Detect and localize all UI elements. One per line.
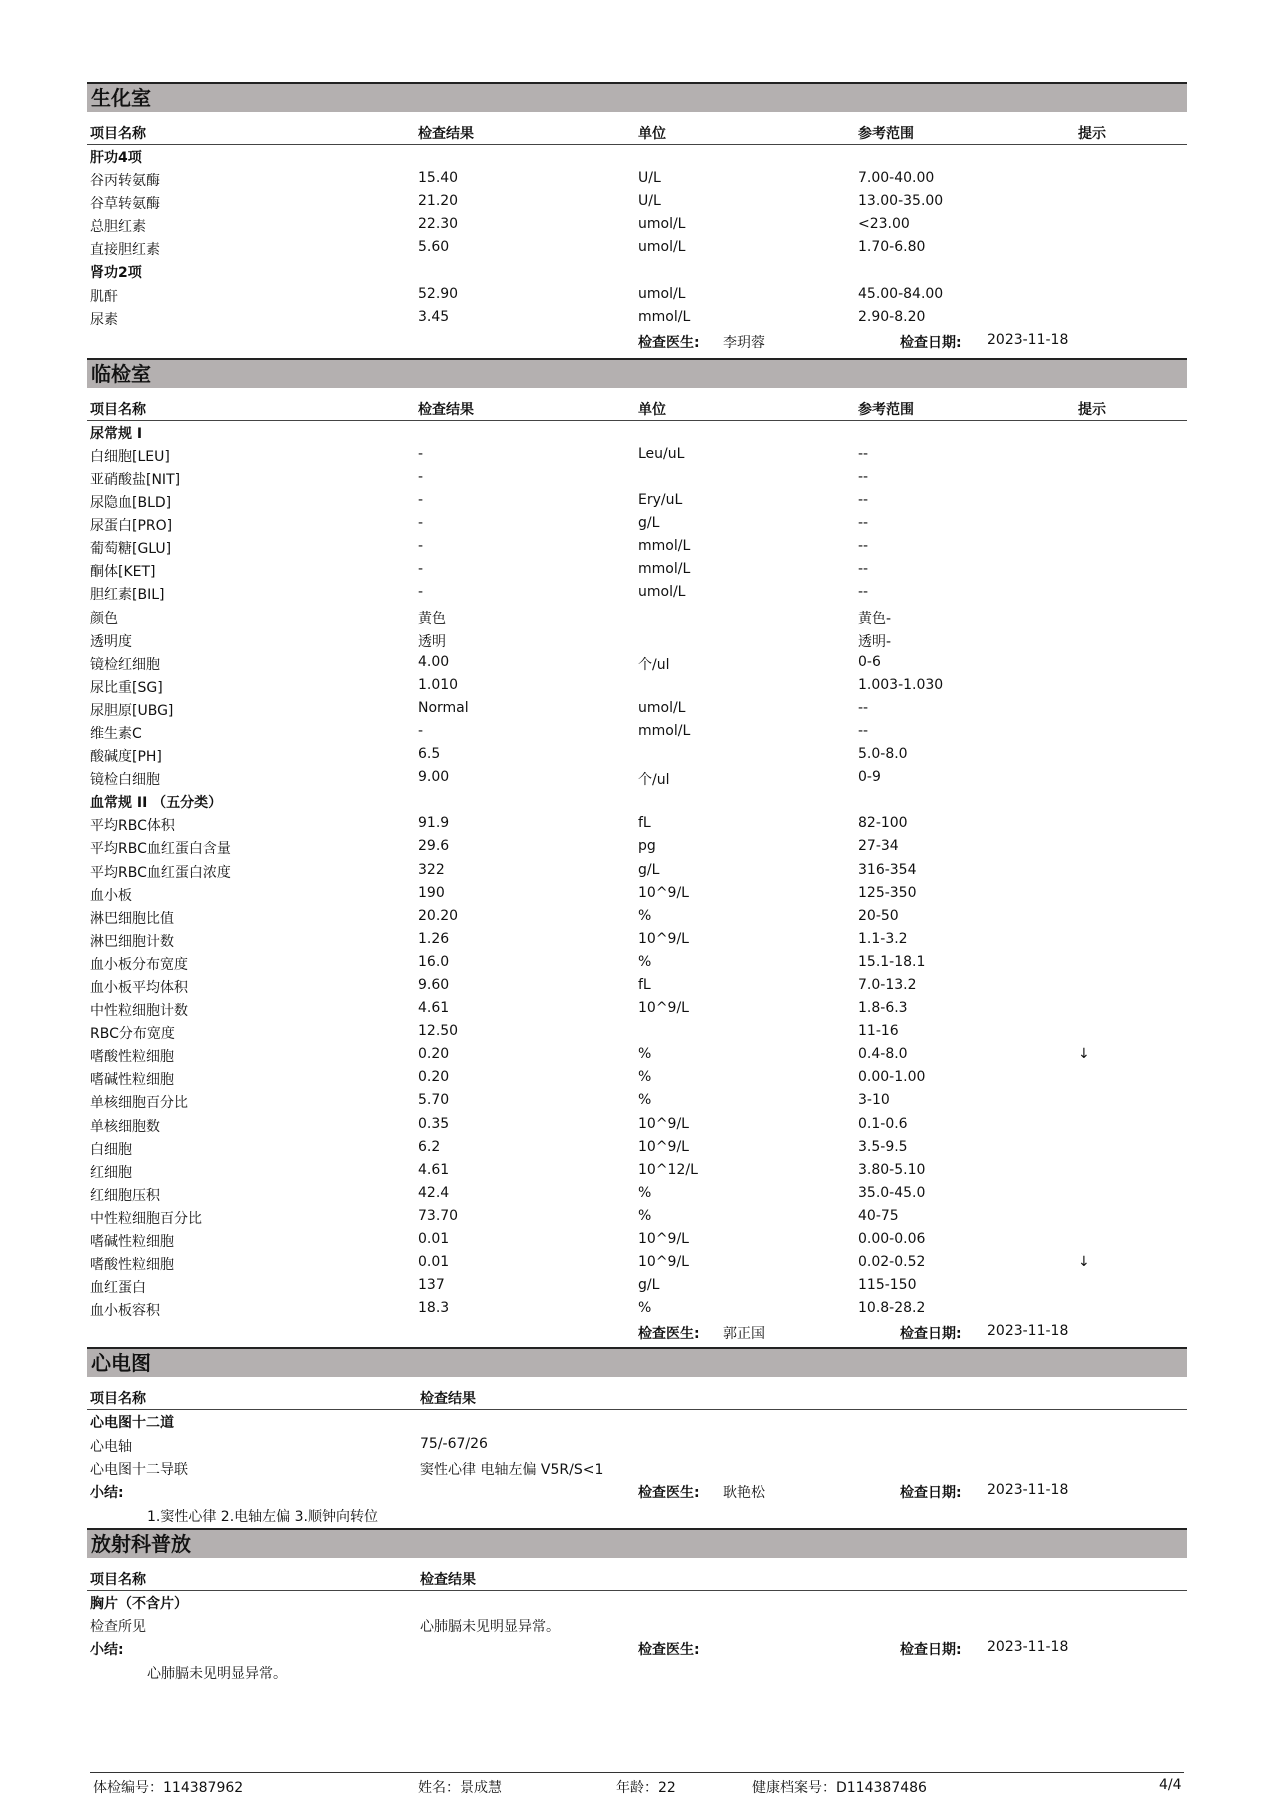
table-row: [87, 675, 1187, 698]
table-row: [87, 929, 1187, 952]
doctor-label: 检查医生:: [638, 334, 700, 351]
item-reference: --: [858, 515, 869, 532]
table-row: [87, 1183, 1187, 1206]
page-footer: [90, 1772, 1184, 1797]
item-reference: 0-6: [858, 653, 881, 670]
table-header: [87, 118, 1187, 145]
table-row: [87, 975, 1187, 998]
header-unit: 单位: [638, 126, 666, 142]
table-header: [87, 1383, 1187, 1410]
item-unit: umol/L: [638, 285, 686, 302]
item-result: 22.30: [418, 216, 459, 233]
item-result: -: [418, 722, 424, 739]
sign-row: [87, 1321, 1187, 1345]
item-name: 酸碱度[PH]: [90, 749, 162, 766]
group-name: 肝功4项: [90, 150, 142, 166]
section-biochem: [87, 82, 1187, 354]
table-row: [87, 836, 1187, 859]
item-result: 190: [418, 884, 445, 901]
item-result: 91.9: [418, 815, 450, 832]
table-row: [87, 629, 1187, 652]
table-row: [87, 559, 1187, 582]
item-reference: 35.0-45.0: [858, 1184, 926, 1201]
item-name: 血小板: [90, 887, 132, 904]
page-number: 4/4: [1159, 1777, 1182, 1793]
table-row: [87, 444, 1187, 467]
section-ecg: [87, 1347, 1187, 1527]
table-header: [87, 1564, 1187, 1591]
section-title: 生化室: [87, 82, 1187, 112]
table-row: [87, 998, 1187, 1021]
patient-name: 姓名：景成慧: [418, 1780, 502, 1796]
item-reference: --: [858, 584, 869, 601]
table-row: [87, 1457, 1187, 1480]
item-result: -: [418, 445, 424, 462]
item-result: 0.01: [418, 1254, 450, 1271]
table-row: [87, 1137, 1187, 1160]
table-row: [87, 1067, 1187, 1090]
item-reference: 7.00-40.00: [858, 170, 935, 187]
sign-row: [87, 1637, 1187, 1661]
item-unit: 10^9/L: [638, 1138, 689, 1155]
header-reference: 参考范围: [858, 126, 914, 142]
table-body: [87, 421, 1187, 1322]
table-row: [87, 906, 1187, 929]
header-hint: 提示: [1078, 126, 1106, 142]
item-unit: %: [638, 1092, 652, 1109]
item-reference: 7.0-13.2: [858, 977, 917, 993]
item-unit: fL: [638, 815, 651, 832]
exam-date: 2023-11-18: [987, 331, 1069, 348]
item-unit: %: [638, 1184, 652, 1201]
item-name: 心电轴: [90, 1438, 132, 1455]
item-name: 嗜碱性粒细胞: [90, 1072, 174, 1089]
item-unit: 10^9/L: [638, 1115, 689, 1132]
item-name: 谷草转氨酶: [90, 196, 160, 213]
item-unit: mmol/L: [638, 538, 691, 555]
item-unit: Leu/uL: [638, 445, 685, 462]
table-row: [87, 860, 1187, 883]
item-name: 透明度: [90, 633, 132, 650]
item-result: -: [418, 468, 424, 485]
summary-label: 小结:: [90, 1641, 124, 1658]
item-result: -: [418, 492, 424, 509]
item-result: 4.61: [418, 1000, 450, 1017]
item-reference: 0.1-0.6: [858, 1115, 908, 1132]
item-unit: %: [638, 1046, 652, 1063]
item-name: 血小板容积: [90, 1303, 160, 1320]
item-name: 中性粒细胞计数: [90, 1003, 188, 1020]
table-row: [87, 744, 1187, 767]
item-reference: 0-9: [858, 769, 881, 786]
item-unit: U/L: [638, 193, 661, 210]
item-reference: --: [858, 699, 869, 716]
section-xray: [87, 1528, 1187, 1685]
table-header: [87, 394, 1187, 421]
header-hint: 提示: [1078, 401, 1106, 418]
item-result: 0.35: [418, 1115, 450, 1132]
table-row: [87, 1229, 1187, 1252]
item-name: 平均RBC血红蛋白含量: [90, 841, 231, 858]
table-row: [87, 513, 1187, 536]
item-result: 0.01: [418, 1231, 450, 1248]
sign-row: [87, 1480, 1187, 1504]
item-unit: pg: [638, 838, 656, 855]
summary-row: [87, 1504, 1187, 1528]
item-result: -: [418, 561, 424, 578]
item-result: 12.50: [418, 1023, 459, 1040]
item-result: 52.90: [418, 285, 459, 302]
item-result: 20.20: [418, 907, 459, 924]
item-result: 透明: [418, 633, 446, 650]
item-result: 9.60: [418, 977, 450, 993]
exam-number: 体检编号：114387962: [93, 1780, 244, 1796]
doctor-name: 耿艳松: [723, 1484, 765, 1501]
item-unit: 10^12/L: [638, 1161, 698, 1178]
table-row: [87, 883, 1187, 906]
table-row: [87, 606, 1187, 629]
item-name: 单核细胞数: [90, 1118, 160, 1135]
group-row: [87, 260, 1187, 283]
table-row: [87, 467, 1187, 490]
item-name: 尿比重[SG]: [90, 679, 163, 696]
item-reference: --: [858, 722, 869, 739]
doctor-label: 检查医生:: [638, 1326, 700, 1343]
item-name: 胆红素[BIL]: [90, 587, 165, 604]
item-reference: 3.80-5.10: [858, 1161, 926, 1178]
item-name: 维生素C: [90, 725, 142, 742]
item-reference: 13.00-35.00: [858, 193, 944, 210]
item-hint: ↓: [1078, 1046, 1090, 1063]
group-name: 尿常规 I: [90, 425, 143, 442]
item-result: Normal: [418, 699, 469, 716]
table-row: [87, 284, 1187, 307]
header-unit: 单位: [638, 401, 666, 418]
header-item: 项目名称: [90, 126, 146, 142]
item-reference: --: [858, 468, 869, 485]
header-item: 项目名称: [90, 1571, 146, 1588]
item-result: 42.4: [418, 1184, 450, 1201]
doctor-label: 检查医生:: [638, 1484, 700, 1501]
item-result: 5.70: [418, 1092, 450, 1109]
item-result: -: [418, 515, 424, 532]
item-result: 15.40: [418, 170, 459, 187]
header-item: 项目名称: [90, 401, 146, 418]
item-reference: --: [858, 538, 869, 555]
item-result: 6.5: [418, 746, 441, 763]
item-reference: 115-150: [858, 1277, 917, 1294]
item-unit: mmol/L: [638, 308, 691, 325]
item-unit: U/L: [638, 170, 661, 187]
item-reference: --: [858, 445, 869, 462]
item-name: 平均RBC体积: [90, 818, 175, 835]
item-result: 16.0: [418, 953, 450, 970]
group-row: [87, 421, 1187, 444]
item-name: 淋巴细胞比值: [90, 910, 174, 927]
table-row: [87, 952, 1187, 975]
item-unit: %: [638, 1069, 652, 1086]
item-reference: 1.003-1.030: [858, 676, 944, 693]
item-reference: 1.8-6.3: [858, 1000, 908, 1017]
item-name: 血小板分布宽度: [90, 956, 188, 973]
item-name: 血红蛋白: [90, 1280, 146, 1297]
table-row: [87, 1114, 1187, 1137]
item-result: 29.6: [418, 838, 450, 855]
item-reference: 透明-: [858, 633, 892, 650]
item-unit: 个/ul: [638, 656, 670, 673]
section-lab: [87, 358, 1187, 1346]
header-reference: 参考范围: [858, 401, 914, 418]
item-name: 尿胆原[UBG]: [90, 702, 174, 719]
group-row: [87, 1410, 1187, 1433]
item-name: 红细胞压积: [90, 1187, 160, 1204]
item-name: 镜检红细胞: [90, 656, 160, 673]
item-reference: 0.00-0.06: [858, 1231, 926, 1248]
summary-text: 心肺膈未见明显异常。: [147, 1665, 287, 1682]
table-row: [87, 698, 1187, 721]
table-row: [87, 1298, 1187, 1321]
item-name: 平均RBC血红蛋白浓度: [90, 864, 231, 881]
item-result: 4.61: [418, 1161, 450, 1178]
item-result: 18.3: [418, 1300, 450, 1317]
section-title: 放射科普放: [87, 1528, 1187, 1558]
sign-row: [87, 330, 1187, 354]
table-row: [87, 214, 1187, 237]
table-row: [87, 1206, 1187, 1229]
header-result: 检查结果: [418, 401, 474, 418]
table-row: [87, 813, 1187, 836]
summary-label: 小结:: [90, 1484, 124, 1501]
group-row: [87, 790, 1187, 813]
item-reference: 0.02-0.52: [858, 1254, 926, 1271]
group-name: 心电图十二道: [90, 1415, 174, 1432]
item-name: 镜检白细胞: [90, 772, 160, 789]
item-name: 淋巴细胞计数: [90, 933, 174, 950]
date-label: 检查日期:: [900, 1326, 962, 1343]
report-page: [87, 82, 1187, 1685]
patient-age: 年龄：22: [616, 1780, 676, 1796]
table-row: [87, 1021, 1187, 1044]
doctor-name: 郭正国: [723, 1326, 765, 1343]
item-result: 9.00: [418, 769, 450, 786]
summary-row: [87, 1661, 1187, 1685]
date-label: 检查日期:: [900, 334, 962, 351]
item-unit: umol/L: [638, 216, 686, 233]
group-name: 血常规 II （五分类）: [90, 795, 223, 812]
item-name: 中性粒细胞百分比: [90, 1210, 202, 1227]
item-unit: umol/L: [638, 239, 686, 256]
table-row: [87, 490, 1187, 513]
exam-date: 2023-11-18: [987, 1481, 1069, 1498]
item-name: 酮体[KET]: [90, 564, 156, 581]
item-name: RBC分布宽度: [90, 1026, 175, 1043]
table-row: [87, 582, 1187, 605]
item-unit: g/L: [638, 1277, 660, 1294]
item-name: 嗜酸性粒细胞: [90, 1257, 174, 1274]
item-unit: Ery/uL: [638, 492, 683, 509]
item-reference: 3.5-9.5: [858, 1138, 908, 1155]
item-unit: 10^9/L: [638, 884, 689, 901]
item-reference: 10.8-28.2: [858, 1300, 926, 1317]
item-result: 心肺膈未见明显异常。: [420, 1618, 560, 1635]
item-reference: 0.4-8.0: [858, 1046, 908, 1063]
item-unit: %: [638, 1300, 652, 1317]
item-reference: 11-16: [858, 1023, 899, 1040]
item-name: 直接胆红素: [90, 242, 160, 259]
item-unit: umol/L: [638, 699, 686, 716]
item-reference: 1.1-3.2: [858, 930, 908, 947]
date-label: 检查日期:: [900, 1641, 962, 1658]
item-result: 0.20: [418, 1046, 450, 1063]
item-result: 6.2: [418, 1138, 441, 1155]
item-result: 137: [418, 1277, 445, 1294]
item-name: 亚硝酸盐[NIT]: [90, 471, 181, 488]
table-row: [87, 1275, 1187, 1298]
table-row: [87, 307, 1187, 330]
archive-number: 健康档案号：D114387486: [752, 1780, 927, 1796]
item-name: 肌酐: [90, 288, 118, 305]
item-unit: 10^9/L: [638, 1000, 689, 1017]
item-unit: fL: [638, 977, 651, 993]
item-unit: 10^9/L: [638, 1231, 689, 1248]
group-name: 胸片（不含片）: [90, 1595, 188, 1612]
table-row: [87, 721, 1187, 744]
item-reference: 15.1-18.1: [858, 953, 926, 970]
doctor-label: 检查医生:: [638, 1641, 700, 1658]
summary-text: 1.窦性心律 2.电轴左偏 3.顺钟向转位: [147, 1508, 378, 1525]
item-unit: 10^9/L: [638, 1254, 689, 1271]
item-reference: 20-50: [858, 907, 899, 924]
table-body: [87, 145, 1187, 330]
table-row: [87, 1252, 1187, 1275]
item-result: 322: [418, 861, 445, 878]
item-reference: 82-100: [858, 815, 908, 832]
header-item: 项目名称: [90, 1391, 146, 1408]
item-name: 葡萄糖[GLU]: [90, 541, 172, 558]
item-name: 嗜酸性粒细胞: [90, 1049, 174, 1066]
item-reference: 0.00-1.00: [858, 1069, 926, 1086]
item-reference: --: [858, 561, 869, 578]
item-unit: mmol/L: [638, 561, 691, 578]
group-row: [87, 145, 1187, 168]
item-result: 黄色: [418, 610, 446, 627]
table-row: [87, 168, 1187, 191]
date-label: 检查日期:: [900, 1484, 962, 1501]
item-name: 检查所见: [90, 1618, 146, 1635]
item-hint: ↓: [1078, 1254, 1090, 1271]
item-unit: %: [638, 1207, 652, 1224]
item-reference: 黄色-: [858, 610, 892, 627]
item-reference: 40-75: [858, 1207, 899, 1224]
item-result: 3.45: [418, 308, 450, 325]
item-result: 21.20: [418, 193, 459, 210]
group-name: 肾功2项: [90, 265, 142, 282]
item-unit: %: [638, 953, 652, 970]
item-name: 嗜碱性粒细胞: [90, 1234, 174, 1251]
item-unit: 10^9/L: [638, 930, 689, 947]
item-result: 1.010: [418, 676, 459, 693]
item-name: 血小板平均体积: [90, 980, 188, 996]
item-name: 尿素: [90, 311, 118, 328]
table-row: [87, 191, 1187, 214]
item-unit: g/L: [638, 515, 660, 532]
table-row: [87, 1160, 1187, 1183]
item-reference: 2.90-8.20: [858, 308, 926, 325]
header-result: 检查结果: [418, 126, 474, 142]
table-row: [87, 1090, 1187, 1113]
item-result: 5.60: [418, 239, 450, 256]
item-reference: 3-10: [858, 1092, 890, 1109]
item-result: 窦性心律 电轴左偏 V5R/S<1: [420, 1461, 604, 1478]
item-reference: 5.0-8.0: [858, 746, 908, 763]
doctor-name: 李玥蓉: [723, 334, 765, 351]
item-name: 尿隐血[BLD]: [90, 495, 172, 512]
item-unit: %: [638, 907, 652, 924]
item-result: 75/-67/26: [420, 1435, 488, 1452]
section-title: 临检室: [87, 358, 1187, 388]
item-result: 0.20: [418, 1069, 450, 1086]
item-reference: 1.70-6.80: [858, 239, 926, 256]
exam-date: 2023-11-18: [987, 1638, 1069, 1655]
exam-date: 2023-11-18: [987, 1323, 1069, 1340]
item-reference: 125-350: [858, 884, 917, 901]
table-row: [87, 767, 1187, 790]
table-row: [87, 1044, 1187, 1067]
item-result: -: [418, 584, 424, 601]
item-unit: g/L: [638, 861, 660, 878]
item-name: 心电图十二导联: [90, 1461, 188, 1478]
item-result: 73.70: [418, 1207, 459, 1224]
header-result: 检查结果: [420, 1391, 476, 1408]
item-name: 谷丙转氨酶: [90, 173, 160, 190]
item-name: 颜色: [90, 610, 118, 627]
item-name: 白细胞: [90, 1141, 132, 1158]
header-result: 检查结果: [420, 1571, 476, 1588]
item-reference: <23.00: [858, 216, 910, 233]
table-row: [87, 652, 1187, 675]
table-row: [87, 237, 1187, 260]
section-title: 心电图: [87, 1347, 1187, 1377]
item-result: -: [418, 538, 424, 555]
item-name: 红细胞: [90, 1164, 132, 1181]
item-unit: 个/ul: [638, 772, 670, 789]
table-row: [87, 536, 1187, 559]
item-name: 总胆红素: [90, 219, 146, 236]
item-name: 单核细胞百分比: [90, 1095, 188, 1112]
item-reference: 27-34: [858, 838, 899, 855]
item-unit: mmol/L: [638, 722, 691, 739]
item-name: 白细胞[LEU]: [90, 448, 170, 465]
item-reference: 316-354: [858, 861, 917, 878]
item-result: 1.26: [418, 930, 450, 947]
item-reference: --: [858, 492, 869, 509]
item-reference: 45.00-84.00: [858, 285, 944, 302]
item-unit: umol/L: [638, 584, 686, 601]
item-result: 4.00: [418, 653, 450, 670]
group-row: [87, 1591, 1187, 1614]
table-row: [87, 1434, 1187, 1457]
table-row: [87, 1614, 1187, 1637]
item-name: 尿蛋白[PRO]: [90, 518, 173, 535]
